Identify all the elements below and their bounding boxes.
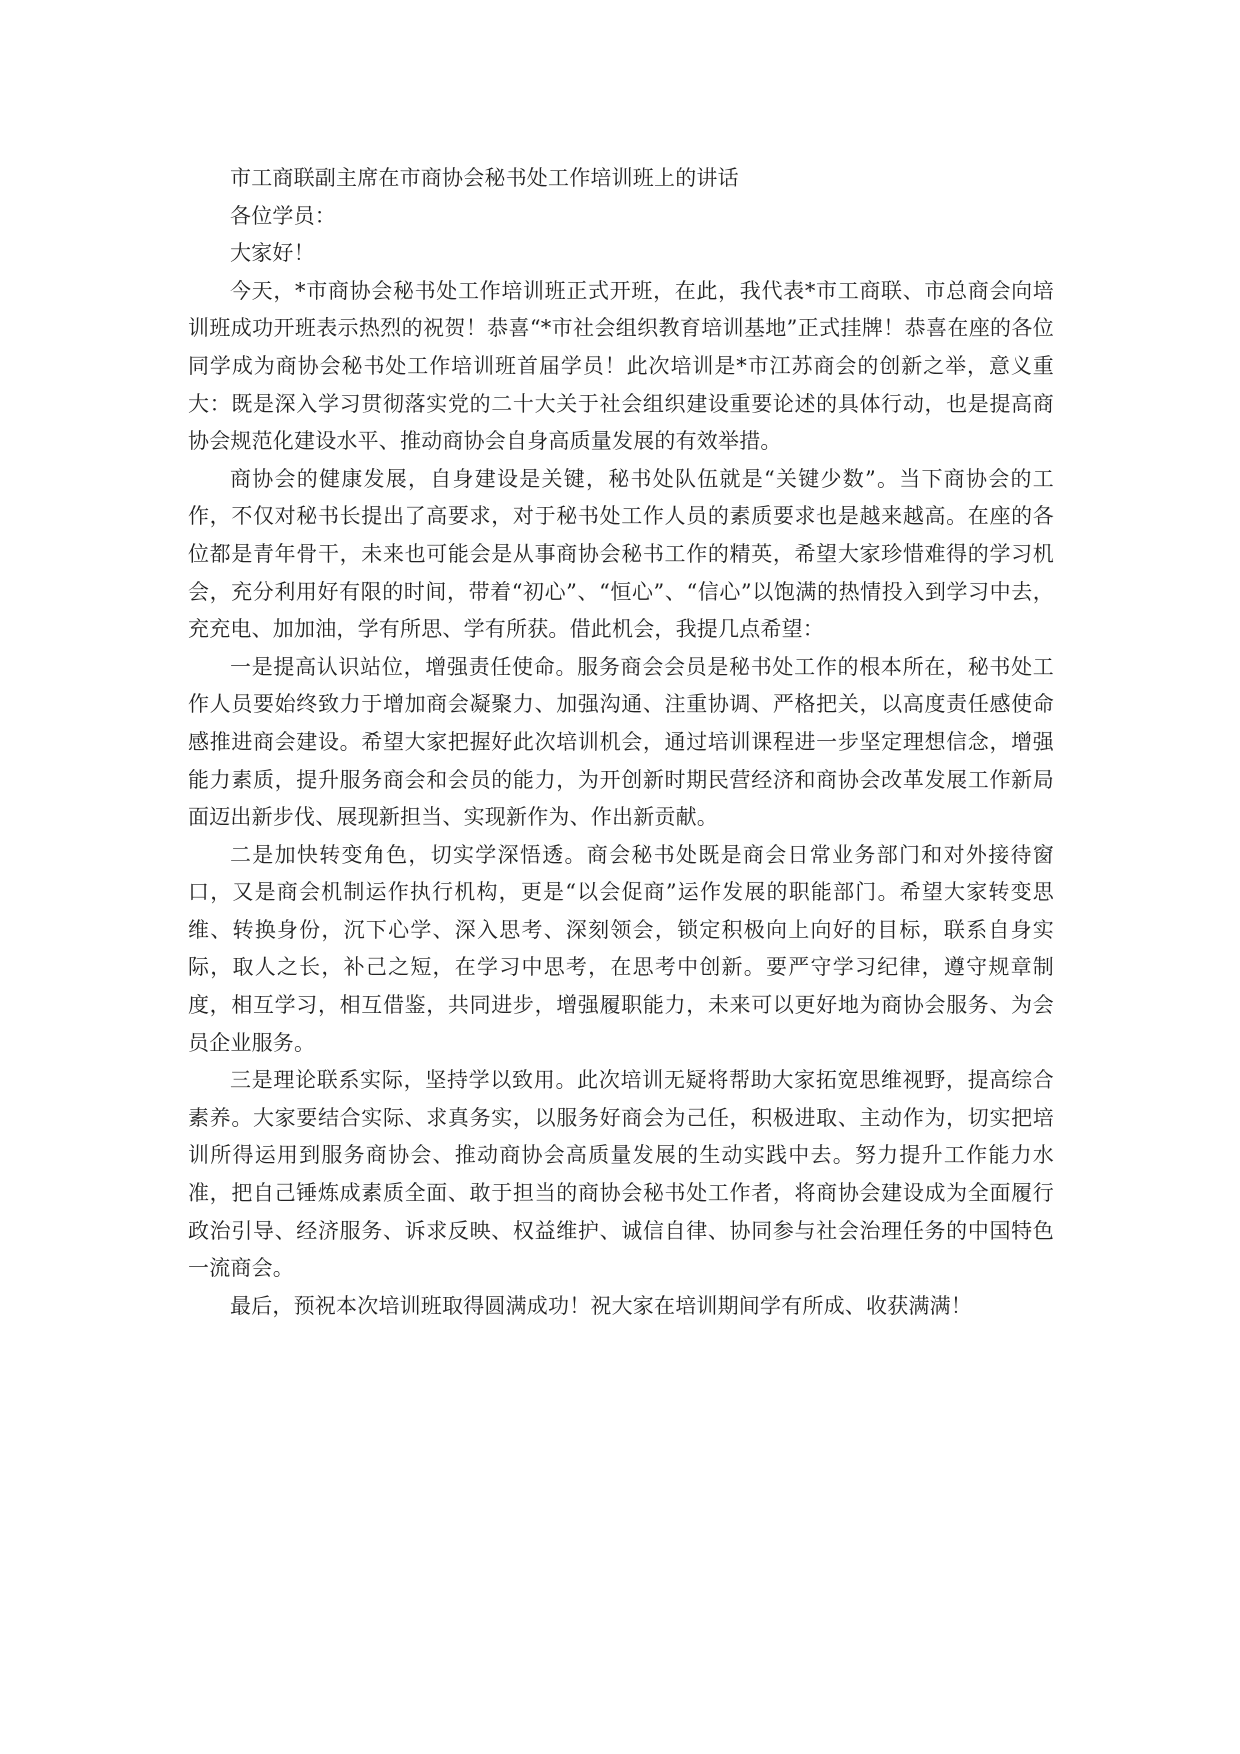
paragraph-closing: 最后，预祝本次培训班取得圆满成功！祝大家在培训期间学有所成、收获满满！: [230, 1293, 972, 1318]
salutation: 各位学员：: [230, 203, 336, 228]
paragraph-point-three: 三是理论联系实际，坚持学以致用。此次培训无疑将帮助大家拓宽思维视野，提高综合素养。大家要结合实际、求真务实，以服务好商会为己任，积极进取、主动作为，切实把培训所得运用到服务商协会、推动商协会高质量发展的生动实践中去。努力提升工作能力水准，把自己锤炼成素质全面、敢于担当的商协会秘书处工作者，将商协会建设成为全面履行政治引导、经济服务、诉求反映、权益维护、诚信自律、协同参与社会治理任务的中国特色一流商会。: [188, 1068, 1054, 1281]
paragraph-opening: 今天，*市商协会秘书处工作培训班正式开班，在此，我代表*市工商联、市总商会向培训班成功开班表示热烈的祝贺！恭喜“*市社会组织教育培训基地”正式挂牌！恭喜在座的各位同学成为商协会秘书处工作培训班首届学员！此次培训是*市江苏商会的创新之举，意义重大：既是深入学习贯彻落实党的二十大关于社会组织建设重要论述的具体行动，也是提高商协会规范化建设水平、推动商协会自身高质量发展的有效举措。: [188, 278, 1054, 454]
paragraph-development: 商协会的健康发展，自身建设是关键，秘书处队伍就是“关键少数”。当下商协会的工作，不仅对秘书长提出了高要求，对于秘书处工作人员的素质要求也是越来越高。在座的各位都是青年骨干，未来也可能会是从事商协会秘书工作的精英，希望大家珍惜难得的学习机会，充分利用好有限的时间，带着“初心”、“恒心”、“信心”以饱满的热情投入到学习中去，充充电、加加油，学有所思、学有所获。借此机会，我提几点希望：: [188, 466, 1054, 642]
greeting: 大家好！: [230, 241, 315, 266]
document-body: [188, 160, 1054, 1325]
paragraph-point-two: 二是加快转变角色，切实学深悟透。商会秘书处既是商会日常业务部门和对外接待窗口，又是商会机制运作执行机构，更是“以会促商”运作发展的职能部门。希望大家转变思维、转换身份，沉下心学、深入思考、深刻领会，锁定积极向上向好的目标，联系自身实际，取人之长，补己之短，在学习中思考，在思考中创新。要严守学习纪律，遵守规章制度，相互学习，相互借鉴，共同进步，增强履职能力，未来可以更好地为商协会服务、为会员企业服务。: [188, 842, 1054, 1055]
document-title: 市工商联副主席在市商协会秘书处工作培训班上的讲话: [230, 166, 739, 190]
paragraph-point-one: 一是提高认识站位，增强责任使命。服务商会会员是秘书处工作的根本所在，秘书处工作人员要始终致力于增加商会凝聚力、加强沟通、注重协调、严格把关，以高度责任感使命感推进商会建设。希望大家把握好此次培训机会，通过培训课程进一步坚定理想信念，增强能力素质，提升服务商会和会员的能力，为开创新时期民营经济和商协会改革发展工作新局面迈出新步伐、展现新担当、实现新作为、作出新贡献。: [188, 654, 1054, 830]
